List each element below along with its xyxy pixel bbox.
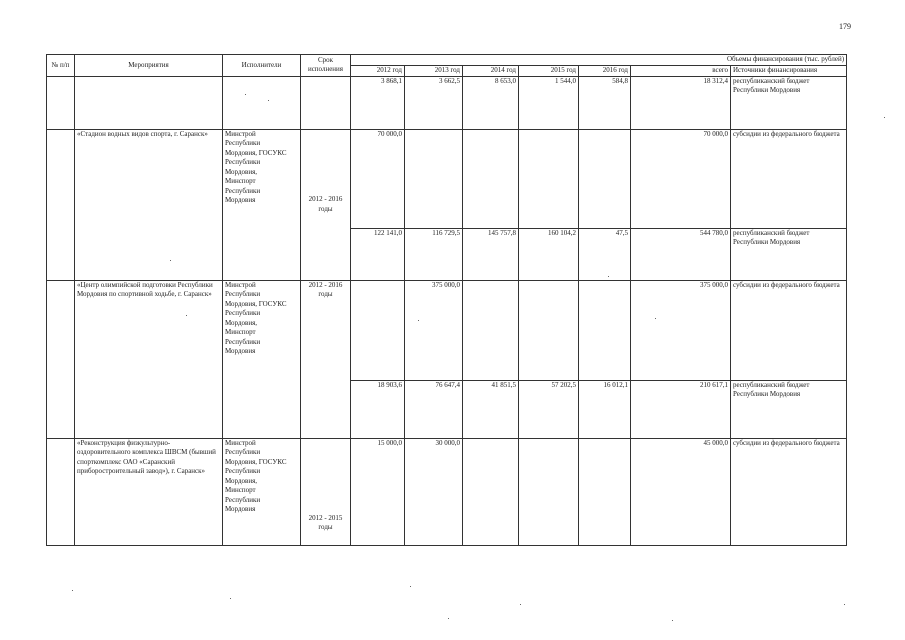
scan-speck (655, 318, 656, 319)
cell-2012: 3 868,1 (351, 76, 405, 129)
cell-2012: 122 141,0 (351, 228, 405, 280)
table-row (47, 129, 847, 228)
cell-source: республиканский бюджет Республики Мордовия (731, 228, 847, 280)
table-row (47, 76, 847, 129)
cell-2014: 8 653,0 (463, 76, 519, 129)
cell-source: субсидии из федерального бюджета (731, 438, 847, 545)
scan-speck (844, 604, 845, 605)
scan-speck (520, 604, 521, 605)
cell-source: республиканский бюджет Республики Мордовия (731, 76, 847, 129)
header-sources: Источники финансирования (731, 66, 847, 77)
header-2014: 2014 год (463, 66, 519, 77)
scan-speck (186, 315, 187, 316)
term: 2012 - 2016 годы (301, 129, 351, 280)
header-2013: 2013 год (405, 66, 463, 77)
cell-2013: 3 662,5 (405, 76, 463, 129)
cell-2012: 70 000,0 (351, 129, 405, 228)
cell-total: 210 617,1 (631, 380, 731, 438)
scan-speck (245, 94, 246, 95)
event-name: «Реконструкция физкультурно-оздоровительного комплекса ШВСМ (бывший спорткомплекс ОАО «Саранский приборостроительный завод»), г. Саранск» (75, 438, 223, 545)
table-row (47, 438, 847, 545)
scan-speck (448, 618, 449, 619)
term: 2012 - 2016 годы (301, 280, 351, 438)
cell-total: 18 312,4 (631, 76, 731, 129)
cell-2014: 41 851,5 (463, 380, 519, 438)
cell-2015: 160 104,2 (519, 228, 579, 280)
event-name: «Центр олимпийской подготовки Республики Мордовия по спортивной ходьбе, г. Саранск» (75, 280, 223, 438)
cell-2013: 30 000,0 (405, 438, 463, 545)
funding-table (46, 54, 847, 546)
cell-2016: 584,8 (579, 76, 631, 129)
cell-2015: 1 544,0 (519, 76, 579, 129)
scan-speck (608, 276, 609, 277)
cell-source: субсидии из федерального бюджета (731, 280, 847, 380)
header-executors: Исполнители (223, 55, 301, 77)
cell-2016: 47,5 (579, 228, 631, 280)
cell-2014: 145 757,8 (463, 228, 519, 280)
header-event: Мероприятия (75, 55, 223, 77)
header-2015: 2015 год (519, 66, 579, 77)
cell-2013: 375 000,0 (405, 280, 463, 380)
header-2016: 2016 год (579, 66, 631, 77)
header-2012: 2012 год (351, 66, 405, 77)
cell-total: 375 000,0 (631, 280, 731, 380)
scan-speck (672, 620, 673, 621)
cell-source: субсидии из федерального бюджета (731, 129, 847, 228)
page-number: 179 (839, 22, 851, 31)
scan-speck (410, 586, 411, 587)
header-num: № п/п (47, 55, 75, 77)
scan-speck (230, 598, 231, 599)
header-total: всего (631, 66, 731, 77)
cell-total: 544 780,0 (631, 228, 731, 280)
cell-total: 70 000,0 (631, 129, 731, 228)
cell-source: республиканский бюджет Республики Мордовия (731, 380, 847, 438)
executors: Минстрой Республики Мордовия, ГОСУКС Республики Мордовия, Минспорт Республики Мордовия (223, 129, 301, 280)
cell-2015: 57 202,5 (519, 380, 579, 438)
executors: Минстрой Республики Мордовия, ГОСУКС Республики Мордовия, Минспорт Республики Мордовия (223, 280, 301, 438)
cell-total: 45 000,0 (631, 438, 731, 545)
scan-speck (72, 590, 73, 591)
table-row (47, 280, 847, 380)
scan-speck (268, 100, 269, 101)
cell-2016: 16 012,1 (579, 380, 631, 438)
scan-speck (884, 117, 885, 118)
term: 2012 - 2015 годы (301, 438, 351, 545)
event-name: «Стадион водных видов спорта, г. Саранск» (75, 129, 223, 280)
scan-speck (170, 260, 171, 261)
cell-2012: 15 000,0 (351, 438, 405, 545)
cell-2013: 116 729,5 (405, 228, 463, 280)
header-term: Срок исполнения (301, 55, 351, 77)
cell-2013: 76 647,4 (405, 380, 463, 438)
cell-2012: 18 903,6 (351, 380, 405, 438)
executors: Минстрой Республики Мордовия, ГОСУКС Республики Мордовия, Минспорт Республики Мордовия (223, 438, 301, 545)
header-funding: Объемы финансирования (тыс. рублей) (351, 55, 847, 66)
scan-speck (418, 320, 419, 321)
